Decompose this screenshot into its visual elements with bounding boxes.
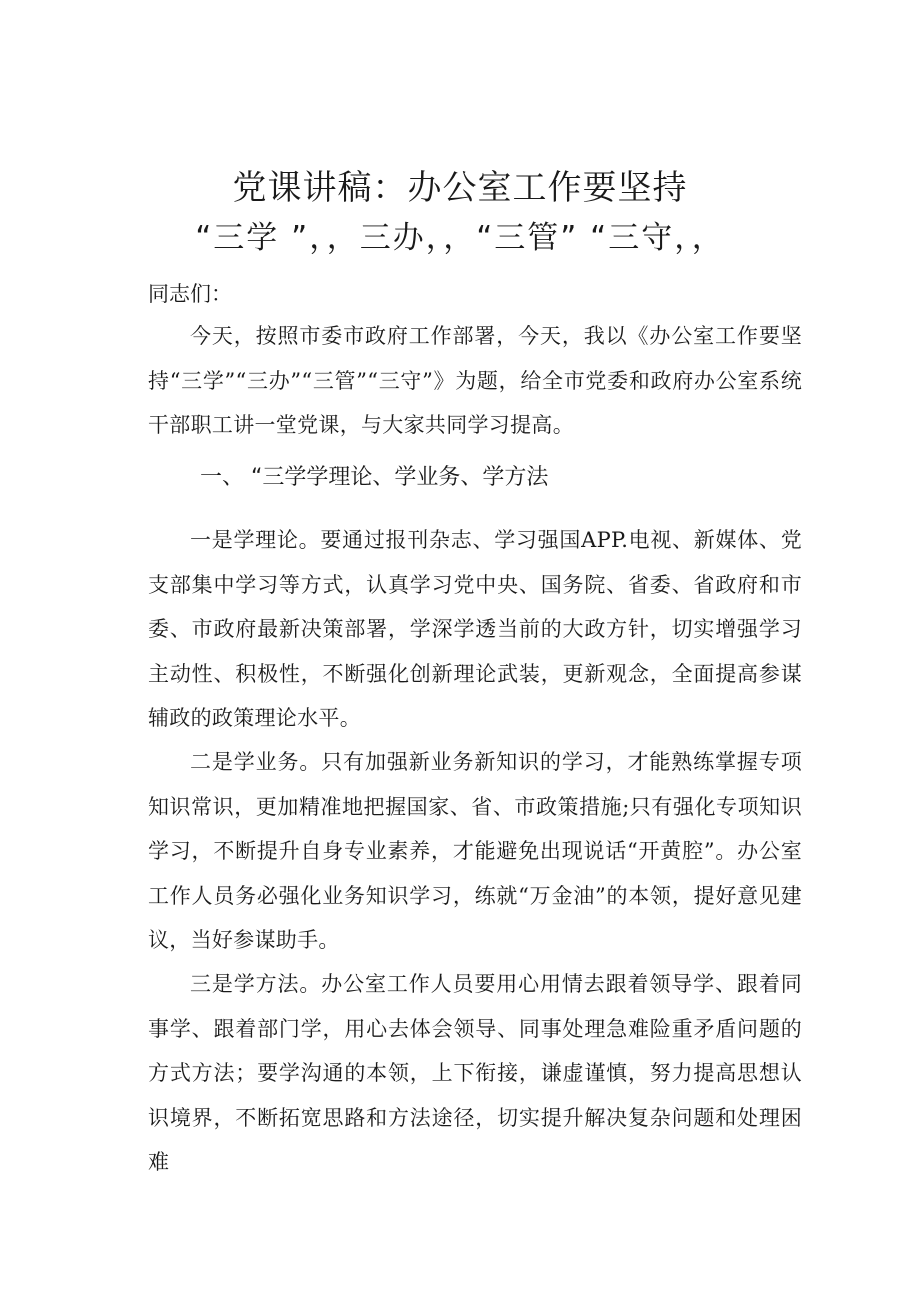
salutation: 同志们： xyxy=(148,282,232,306)
body-paragraph-study-business: 二是学业务。只有加强新业务新知识的学习，才能熟练掌握专项知识常识，更加精准地把握国家、省、市政策措施;只有强化专项知识学习，不断提升自身专业素养，才能避免出现说话“开黄腔”。办公室工作人员务必强化业务知识学习，练就“万金油”的本领，提好意见建议，当好参谋助手。 xyxy=(148,750,802,952)
body-paragraph-study-methods: 三是学方法。办公室工作人员要用心用情去跟着领导学、跟着同事学、跟着部门学，用心去体会领导、同事处理急难险重矛盾问题的方式方法；要学沟通的本领，上下衔接，谦虚谨慎，努力提高思想认识境界，不断拓宽思路和方法途径，切实提升解决复杂问题和处理困难 xyxy=(148,972,802,1174)
document-title-line-2: “三学 ”，，三办，，“三管” “三守，， xyxy=(195,220,725,256)
document-title-line-1: 党课讲稿：办公室工作要坚持 xyxy=(232,168,688,208)
intro-paragraph: 今天，按照市委市政府工作部署，今天，我以《办公室工作要坚持“三学”“三办”“三管”“三守”》为题，给全市党委和政府办公室系统干部职工讲一堂党课，与大家共同学习提高。 xyxy=(148,324,802,437)
body-paragraph-study-theory: 一是学理论。要通过报刊杂志、学习强国APP.电视、新媒体、党支部集中学习等方式，认真学习党中央、国务院、省委、省政府和市委、市政府最新决策部署，学深学透当前的大政方针，切实增强学习主动性、积极性，不断强化创新理论武装，更新观念，全面提高参谋辅政的政策理论水平。 xyxy=(148,528,802,730)
section-heading-1: 一、 “三学学理论、学业务、学方法 xyxy=(200,465,549,490)
